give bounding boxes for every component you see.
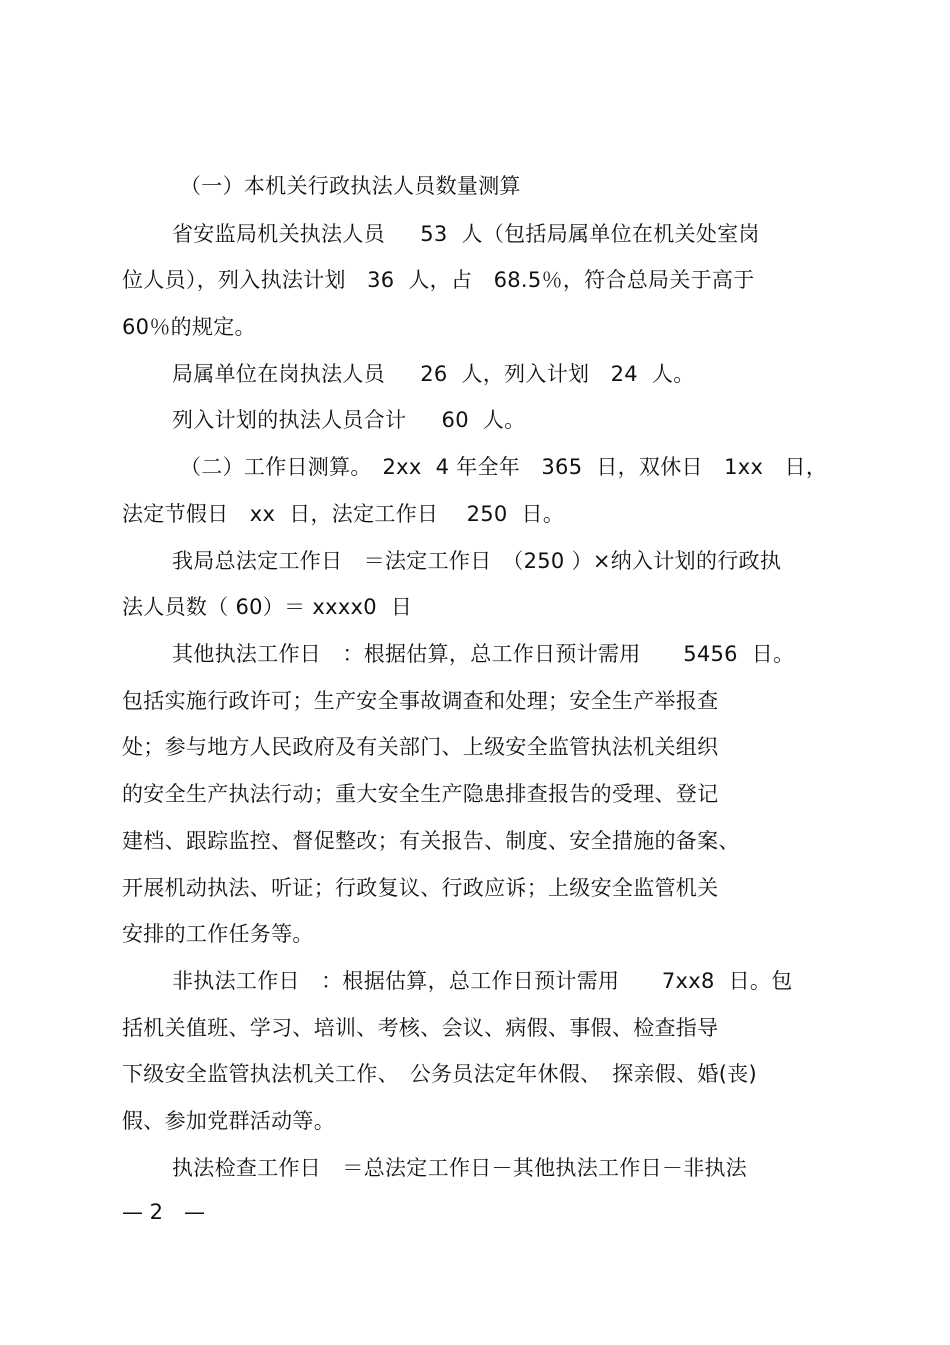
paragraph-line: 我局总法定工作日 ＝法定工作日 （250 ）×纳入计划的行政执 [172, 549, 782, 573]
paragraph-line: 60％的规定。 [122, 315, 256, 339]
paragraph-line: 法定节假日 xx 日，法定工作日 250 日。 [122, 502, 565, 526]
page-number: — 2 — [122, 1200, 206, 1224]
paragraph-line: 局属单位在岗执法人员 26 人，列入计划 24 人。 [172, 362, 695, 386]
paragraph-line: 建档、跟踪监控、督促整改；有关报告、制度、安全措施的备案、 [122, 829, 740, 853]
paragraph-line: 法人员数（ 60）＝ xxxx0 日 [122, 595, 413, 619]
section-heading-2: （二）工作日测算。 2xx 4 年全年 365 日，双休日 1xx 日， [180, 455, 828, 479]
paragraph-line: 安排的工作任务等。 [122, 922, 314, 946]
paragraph-line: 包括实施行政许可；生产安全事故调查和处理；安全生产举报查 [122, 689, 719, 713]
paragraph-line: 执法检查工作日 ＝总法定工作日－其他执法工作日－非执法 [172, 1156, 748, 1180]
paragraph-line: 括机关值班、学习、培训、考核、会议、病假、事假、检查指导 [122, 1016, 719, 1040]
paragraph-line: 非执法工作日 ：根据估算，总工作日预计需用 7xx8 日。包 [172, 969, 793, 993]
paragraph-line: 开展机动执法、听证；行政复议、行政应诉；上级安全监管机关 [122, 876, 719, 900]
paragraph-line: 位人员），列入执法计划 36 人，占 68.5％，符合总局关于高于 [122, 268, 755, 292]
paragraph-line: 的安全生产执法行动；重大安全生产隐患排查报告的受理、登记 [122, 782, 719, 806]
paragraph-line: 省安监局机关执法人员 53 人（包括局属单位在机关处室岗 [172, 222, 760, 246]
paragraph-line: 下级安全监管执法机关工作、 公务员法定年休假、 探亲假、婚(丧) [122, 1062, 757, 1086]
paragraph-line: 处；参与地方人民政府及有关部门、上级安全监管执法机关组织 [122, 735, 719, 759]
section-heading-1: （一）本机关行政执法人员数量测算 [180, 174, 521, 198]
paragraph-line: 假、参加党群活动等。 [122, 1109, 335, 1133]
paragraph-line: 列入计划的执法人员合计 60 人。 [172, 408, 526, 432]
paragraph-line: 其他执法工作日 ：根据估算，总工作日预计需用 5456 日。 [172, 642, 795, 666]
